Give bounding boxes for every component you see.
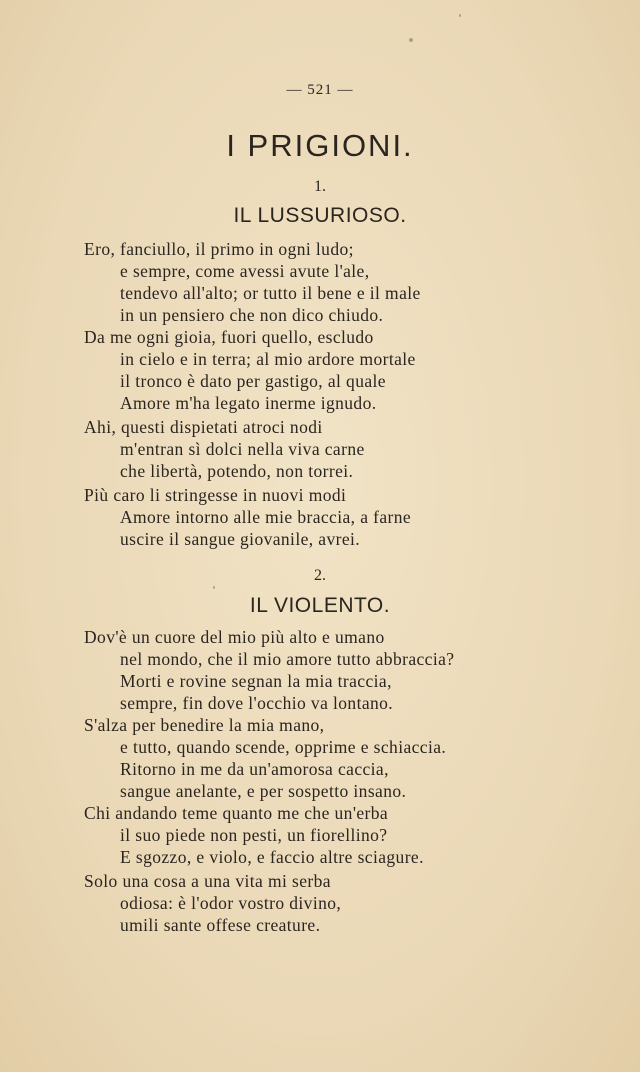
section-number: 2.	[314, 567, 326, 584]
verse-line: che libertà, potendo, non torrei.	[120, 461, 354, 481]
verse-line: umili sante offese creature.	[120, 915, 321, 935]
page-number: — 521 —	[286, 82, 354, 98]
stanza	[84, 714, 554, 802]
verse-line: e sempre, come avessi avute l'ale,	[120, 261, 370, 281]
verse-line: tendevo all'alto; or tutto il bene e il male	[120, 283, 421, 303]
stanza	[84, 238, 554, 326]
paper-speck	[213, 586, 215, 589]
verse-line: sempre, fin dove l'occhio va lontano.	[120, 693, 394, 713]
verse-line: in un pensiero che non dico chiudo.	[120, 305, 384, 325]
verse-line: Più caro li stringesse in nuovi modi	[84, 485, 347, 505]
verse-line: Chi andando teme quanto me che un'erba	[84, 803, 389, 823]
verse-line: S'alza per benedire la mia mano,	[84, 715, 325, 735]
verse-line: E sgozzo, e violo, e faccio altre sciagure.	[120, 847, 424, 867]
verse-line: Solo una cosa a una vita mi serba	[84, 871, 331, 891]
verse-line: Dov'è un cuore del mio più alto e umano	[84, 627, 385, 647]
paper-speck	[459, 14, 461, 17]
stanza	[84, 484, 554, 550]
verse-line: sangue anelante, e per sospetto insano.	[120, 781, 407, 801]
verse-line: Da me ogni gioia, fuori quello, escludo	[84, 327, 374, 347]
section-title: IL VIOLENTO.	[249, 594, 391, 617]
section-title: IL LUSSURIOSO.	[233, 204, 407, 227]
stanza	[84, 416, 554, 482]
verse-line: Ero, fanciullo, il primo in ogni ludo;	[84, 239, 354, 259]
verse-line: m'entran sì dolci nella viva carne	[120, 439, 365, 459]
stanza	[84, 870, 554, 936]
section-number: 1.	[314, 178, 326, 195]
verse-line: uscire il sangue giovanile, avrei.	[120, 529, 361, 549]
verse-line: il suo piede non pesti, un fiorellino?	[120, 825, 388, 845]
verse-line: Ritorno in me da un'amorosa caccia,	[120, 759, 389, 779]
verse-line: Ahi, questi dispietati atroci nodi	[84, 417, 323, 437]
stanza	[84, 802, 554, 868]
verse-line: Amore intorno alle mie braccia, a farne	[120, 507, 412, 527]
verse-line: in cielo e in terra; al mio ardore mortale	[120, 349, 416, 369]
paper-speck	[409, 38, 413, 42]
verse-line: Morti e rovine segnan la mia traccia,	[120, 671, 392, 691]
verse-line: odiosa: è l'odor vostro divino,	[120, 893, 342, 913]
verse-line: il tronco è dato per gastigo, al quale	[120, 371, 386, 391]
verse-line: Amore m'ha legato inerme ignudo.	[120, 393, 377, 413]
verse-line: e tutto, quando scende, opprime e schiaccia.	[120, 737, 447, 757]
poem-title: I PRIGIONI.	[226, 128, 414, 163]
verse-line: nel mondo, che il mio amore tutto abbraccia?	[120, 649, 455, 669]
stanza	[84, 326, 554, 414]
stanza	[84, 626, 554, 714]
